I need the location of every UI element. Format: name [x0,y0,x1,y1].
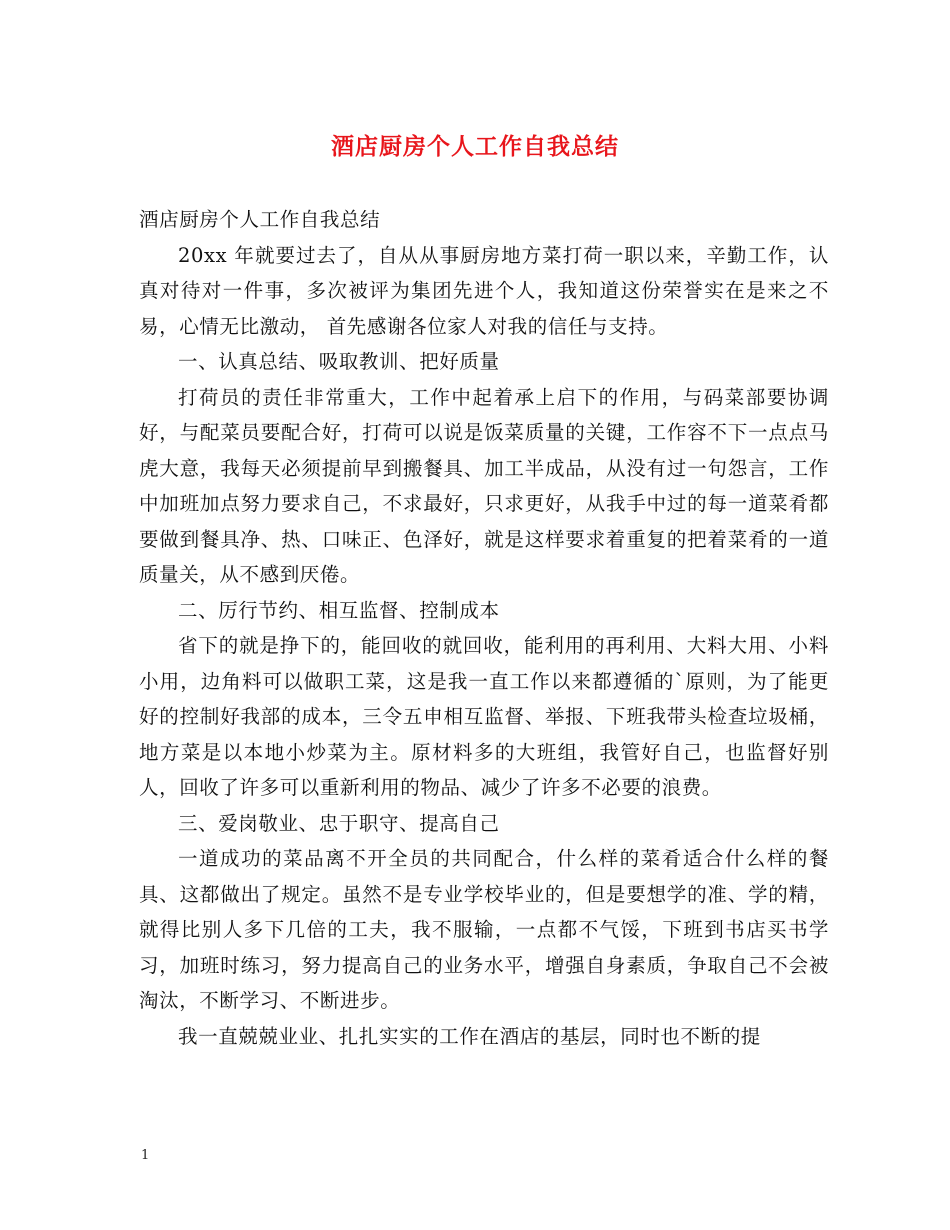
document-body [139,202,829,1054]
page-number: 1 [141,1148,150,1163]
paragraph-continued: 我一直兢兢业业、扎扎实实的工作在酒店的基层，同时也不断的提 [178,1024,761,1048]
document-subtitle: 酒店厨房个人工作自我总结 [139,208,381,231]
paragraph-section-2: 省下的就是挣下的，能回收的就回收，能利用的再利用、大料大用、小料小用，边角料可以做职工菜，这是我一直工作以来都遵循的`原则，为了能更好的控制好我部的成本，三令五申相互监督、举报、下班我带头检查垃圾桶，地方菜是以本地小炒菜为主。原材料多的大班组，我管好自己，也监督好别人，回收了许多可以重新利用的物品、减少了许多不必要的浪费。 [139,634,829,799]
paragraph-section-1: 打荷员的责任非常重大，工作中起着承上启下的作用，与码菜部要协调好，与配菜员要配合好，打荷可以说是饭菜质量的关键，工作容不下一点点马虎大意，我每天必须提前早到搬餐具、加工半成品，从没有过一句怨言，工作中加班加点努力要求自己，不求最好，只求更好，从我手中过的每一道菜肴都要做到餐具净、热、口味正、色泽好，就是这样要求着重复的把着菜肴的一道质量关，从不感到厌倦。 [139,385,829,586]
paragraph-section-3: 一道成功的菜品离不开全员的共同配合，什么样的菜肴适合什么样的餐具、这都做出了规定。虽然不是专业学校毕业的，但是要想学的准、学的精，就得比别人多下几倍的工夫，我不服输，一点都不气馁，下班到书店买书学习，加班时练习，努力提高自己的业务水平，增强自身素质，争取自己不会被淘汰，不断学习、不断进步。 [139,847,829,1012]
section-heading-3: 三、爱岗敬业、忠于职守、提高自己 [178,811,500,835]
section-heading-2: 二、厉行节约、相互监督、控制成本 [178,598,500,622]
document-title: 酒店厨房个人工作自我总结 [331,133,619,160]
section-heading-1: 一、认真总结、吸取教训、把好质量 [178,350,500,373]
paragraph-intro: 20xx 年就要过去了，自从从事厨房地方菜打荷一职以来，辛勤工作，认真对待对一件事，多次被评为集团先进个人，我知道这份荣誉实在是来之不易，心情无比激动， 首先感谢各位家人对我的信任与支持。 [139,243,829,338]
